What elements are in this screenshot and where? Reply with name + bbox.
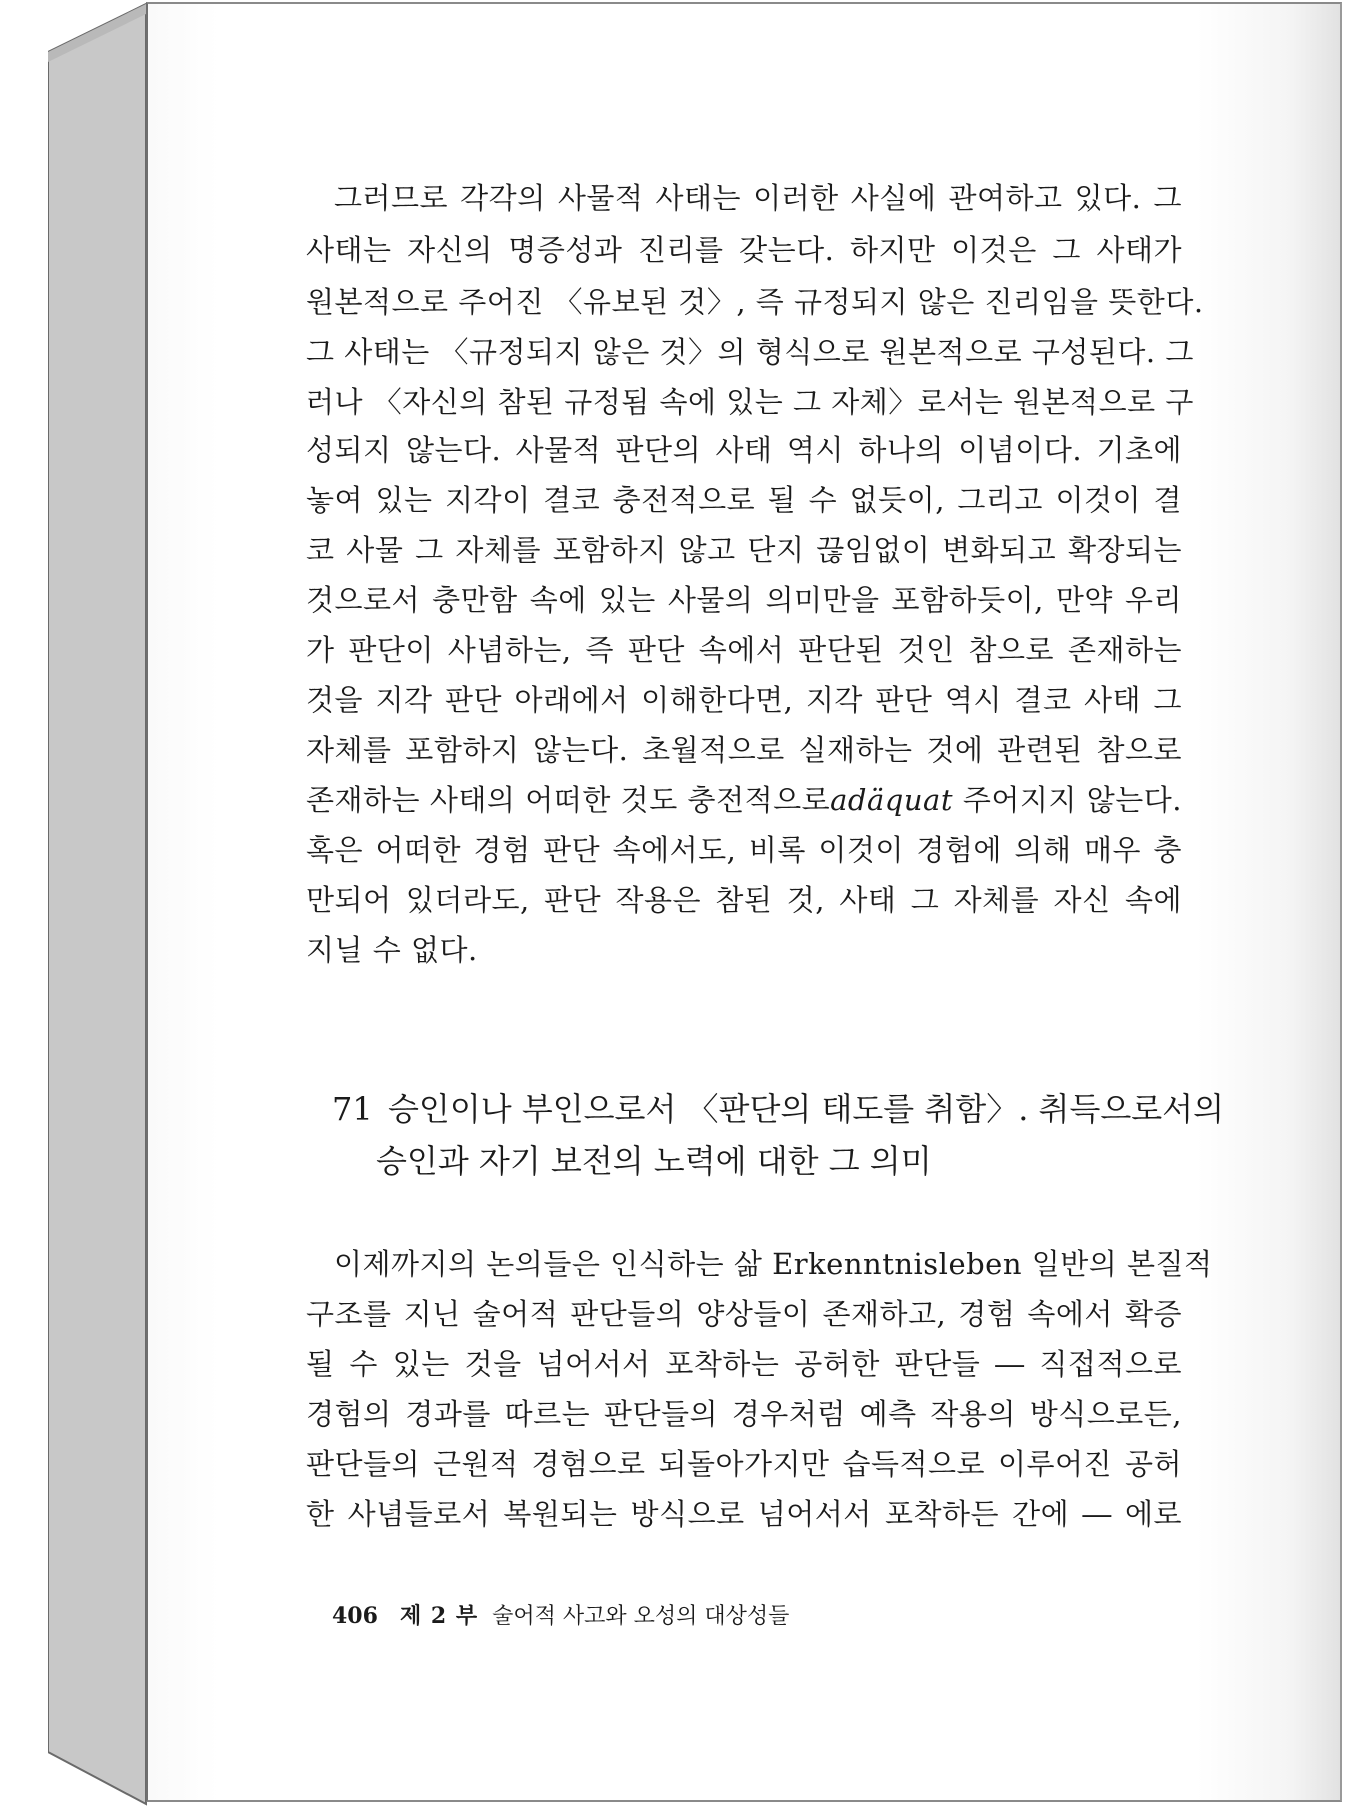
page-footer (332, 1596, 789, 1636)
book-spine (48, 0, 148, 1806)
text-line: 이제까지의 논의들은 인식하는 삶 Erkenntnisleben 일반의 본질적 (334, 1247, 1213, 1281)
text-line: 것을 지각 판단 아래에서 이해한다면, 지각 판단 역시 결코 사태 그 (306, 683, 1182, 717)
text-line-with-term (306, 782, 1182, 818)
text-line: 그 사태는 〈규정되지 않은 것〉의 형식으로 원본적으로 구성된다. 그 (306, 335, 1194, 369)
text-line: 만되어 있더라도, 판단 작용은 참된 것, 사태 그 자체를 자신 속에 (306, 883, 1182, 917)
text-line: 것으로서 충만함 속에 있는 사물의 의미만을 포함하듯이, 만약 우리 (306, 583, 1182, 617)
text-line: 경험의 경과를 따르는 판단들의 경우처럼 예측 작용의 방식으로든, (306, 1397, 1182, 1431)
text-line: 원본적으로 주어진 〈유보된 것〉, 즉 규정되지 않은 진리임을 뜻한다. (306, 285, 1204, 319)
text-line: 구조를 지닌 술어적 판단들의 양상들이 존재하고, 경험 속에서 확증 (306, 1297, 1182, 1331)
text-line: 한 사념들로서 복원되는 방식으로 넘어서서 포착하든 간에 ― 에로 (306, 1497, 1182, 1531)
text-line: 될 수 있는 것을 넘어서서 포착하는 공허한 판단들 ― 직접적으로 (306, 1347, 1182, 1381)
text-line: 놓여 있는 지각이 결코 충전적으로 될 수 없듯이, 그리고 이것이 결 (306, 483, 1182, 517)
heading-line-1 (332, 1088, 1224, 1130)
text-line: 혹은 어떠한 경험 판단 속에서도, 비록 이것이 경험에 의해 매우 충 (306, 833, 1182, 867)
text-line: 지닐 수 없다. (306, 933, 478, 967)
text-line: 자체를 포함하지 않는다. 초월적으로 실재하는 것에 관련된 참으로 (306, 733, 1182, 767)
text-line: 코 사물 그 자체를 포함하지 않고 단지 끊임없이 변화되고 확장되는 (306, 533, 1182, 567)
section-number: 71 (332, 1090, 373, 1128)
chapter-title: 술어적 사고와 오성의 대상성들 (492, 1604, 790, 1629)
text-line: 러나 〈자신의 참된 규정됨 속에 있는 그 자체〉로서는 원본적으로 구 (306, 385, 1194, 419)
text-line: 성되지 않는다. 사물적 판단의 사태 역시 하나의 이념이다. 기초에 (306, 433, 1182, 467)
text-line: 그러므로 각각의 사물적 사태는 이러한 사실에 관여하고 있다. 그 (334, 181, 1182, 215)
german-term: adäquat (830, 783, 953, 817)
section-title-line-1: 승인이나 부인으로서 〈판단의 태도를 취함〉. 취득으로서의 (388, 1090, 1225, 1128)
text-line: 판단들의 근원적 경험으로 되돌아가지만 습득적으로 이루어진 공허 (306, 1447, 1182, 1481)
page-number: 406 (332, 1603, 378, 1629)
part-label: 제 2 부 (399, 1603, 479, 1629)
heading-line-2: 승인과 자기 보전의 노력에 대한 그 의미 (376, 1142, 932, 1180)
text-line: 가 판단이 사념하는, 즉 판단 속에서 판단된 것인 참으로 존재하는 (306, 633, 1182, 667)
text-segment: 주어지지 않는다. (962, 783, 1182, 817)
text-segment: 존재하는 사태의 어떠한 것도 충전적으로 (306, 783, 831, 817)
text-line: 사태는 자신의 명증성과 진리를 갖는다. 하지만 이것은 그 사태가 (306, 233, 1182, 267)
